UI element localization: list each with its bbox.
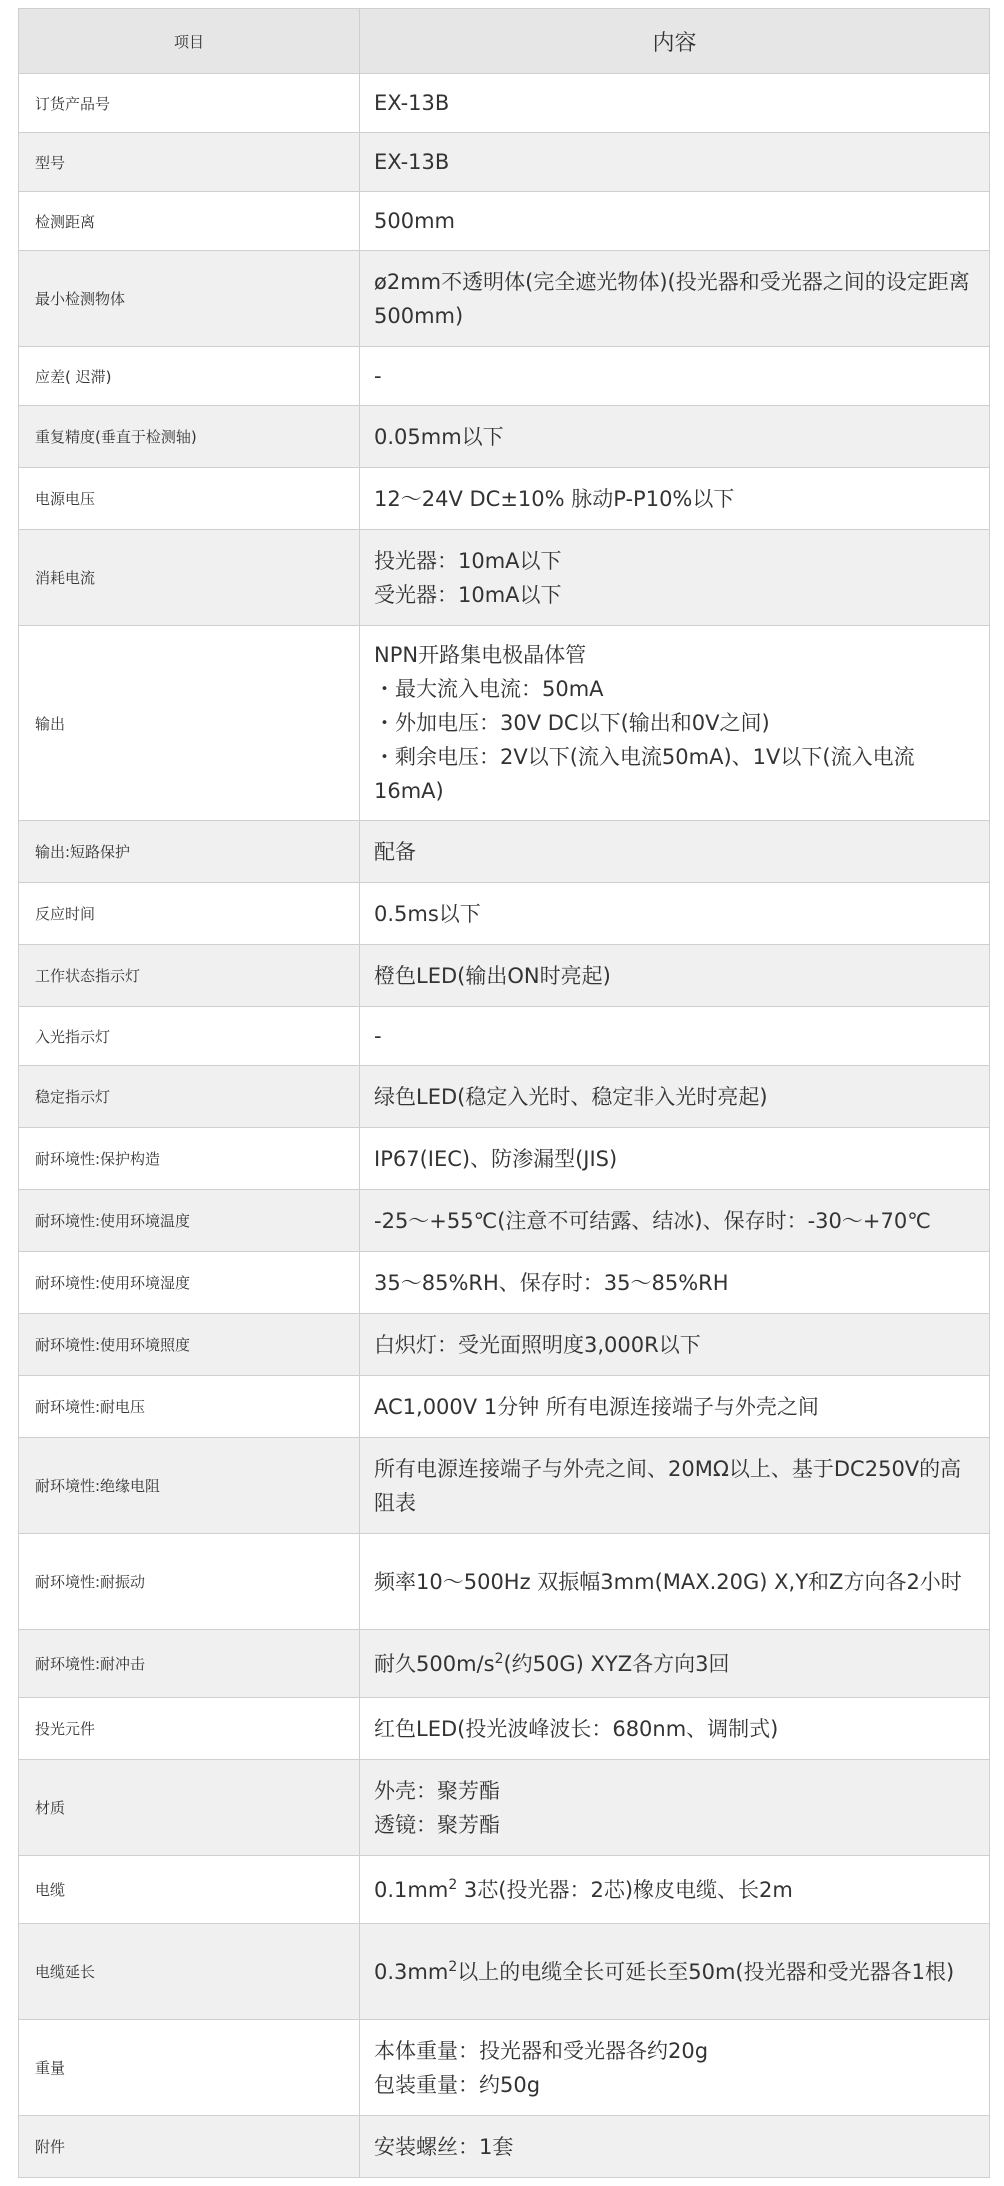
- table-row: [19, 2020, 990, 2116]
- table-row: [19, 883, 990, 945]
- superscript: 2: [494, 1650, 504, 1667]
- row-value: [360, 251, 990, 347]
- row-value: [360, 2116, 990, 2178]
- value-line: 0.05mm以下: [374, 424, 504, 449]
- table-row: [19, 347, 990, 406]
- row-label: 耐环境性:使用环境湿度: [19, 1252, 360, 1314]
- row-value: [360, 626, 990, 821]
- value-text: 3芯(投光器：2芯)橡皮电缆、长2m: [457, 1877, 793, 1902]
- value-line: 本体重量：投光器和受光器各约20g: [374, 2038, 709, 2063]
- table-row: [19, 133, 990, 192]
- value-line: -25～+55℃(注意不可结露、结冰)、保存时：-30～+70℃: [374, 1208, 931, 1233]
- row-value: [360, 1760, 990, 1856]
- header-item: 项目: [19, 9, 360, 74]
- table-row: [19, 1252, 990, 1314]
- table-row: [19, 251, 990, 347]
- row-label: 耐环境性:使用环境照度: [19, 1314, 360, 1376]
- row-label: 投光元件: [19, 1698, 360, 1760]
- value-line: 外壳：聚芳酯: [374, 1778, 500, 1803]
- value-line: NPN开路集电极晶体管: [374, 643, 587, 667]
- value-line: EX-13B: [374, 91, 450, 115]
- value-line: ø2mm不透明体(完全遮光物体)(投光器和受光器之间的设定距离500mm): [374, 269, 970, 328]
- value-text: 0.3mm: [374, 1959, 449, 1984]
- value-line: -: [374, 364, 382, 388]
- row-value: [360, 468, 990, 530]
- row-label: 耐环境性:使用环境温度: [19, 1190, 360, 1252]
- value-line: IP67(IEC)、防渗漏型(JIS): [374, 1146, 618, 1171]
- value-line: 包装重量：约50g: [374, 2072, 541, 2097]
- row-value: [360, 2020, 990, 2116]
- row-label: 附件: [19, 2116, 360, 2178]
- row-label: 耐环境性:耐电压: [19, 1376, 360, 1438]
- table-row: [19, 626, 990, 821]
- row-value: [360, 821, 990, 883]
- row-label: 型号: [19, 133, 360, 192]
- value-line: 安装螺丝：1套: [374, 2134, 514, 2159]
- row-label: 订货产品号: [19, 74, 360, 133]
- row-value: [360, 1007, 990, 1066]
- row-label: 输出: [19, 626, 360, 821]
- row-label: 反应时间: [19, 883, 360, 945]
- row-label: 重复精度(垂直于检测轴): [19, 406, 360, 468]
- table-row: [19, 530, 990, 626]
- row-value: [360, 1630, 990, 1698]
- row-label: 应差( 迟滞): [19, 347, 360, 406]
- value-line: 35～85%RH、保存时：35～85%RH: [374, 1270, 729, 1295]
- value-line: 绿色LED(稳定入光时、稳定非入光时亮起): [374, 1084, 768, 1109]
- row-label: 耐环境性:耐冲击: [19, 1630, 360, 1698]
- row-label: 输出:短路保护: [19, 821, 360, 883]
- row-value: [360, 347, 990, 406]
- value-line: -: [374, 1024, 382, 1048]
- value-line: 受光器：10mA以下: [374, 582, 562, 607]
- table-row: [19, 1007, 990, 1066]
- value-line: 所有电源连接端子与外壳之间、20MΩ以上、基于DC250V的高阻表: [374, 1456, 962, 1515]
- row-label: 稳定指示灯: [19, 1066, 360, 1128]
- row-value: [360, 133, 990, 192]
- row-label: 最小检测物体: [19, 251, 360, 347]
- row-value: [360, 74, 990, 133]
- spec-table: [18, 8, 990, 2178]
- table-row: [19, 1534, 990, 1630]
- row-value: [360, 1856, 990, 1924]
- superscript: 2: [448, 1958, 458, 1975]
- table-row: [19, 821, 990, 883]
- table-row: [19, 1066, 990, 1128]
- row-value: [360, 1252, 990, 1314]
- row-label: 耐环境性:保护构造: [19, 1128, 360, 1190]
- value-line: 频率10～500Hz 双振幅3mm(MAX.20G) X,Y和Z方向各2小时: [374, 1569, 962, 1594]
- table-row: [19, 1924, 990, 2020]
- value-line: EX-13B: [374, 150, 450, 174]
- table-row: [19, 945, 990, 1007]
- row-value: [360, 406, 990, 468]
- row-value: [360, 1698, 990, 1760]
- table-row: [19, 1698, 990, 1760]
- row-value: [360, 1924, 990, 2020]
- row-value: [360, 1438, 990, 1534]
- table-row: [19, 1314, 990, 1376]
- value-line: 红色LED(投光波峰波长：680nm、调制式): [374, 1716, 779, 1741]
- superscript: 2: [448, 1876, 458, 1893]
- value-line: 白炽灯：受光面照明度3,000R以下: [374, 1332, 701, 1357]
- table-row: [19, 1760, 990, 1856]
- row-value: [360, 883, 990, 945]
- table-header: [19, 9, 990, 74]
- table-row: [19, 1128, 990, 1190]
- value-text: 以上的电缆全长可延长至50m(投光器和受光器各1根): [457, 1959, 955, 1984]
- table-row: [19, 2116, 990, 2178]
- value-text: 耐久500m/s: [374, 1651, 495, 1676]
- value-line: ・剩余电压：2V以下(流入电流50mA)、1V以下(流入电流16mA): [374, 745, 915, 803]
- value-line: 投光器：10mA以下: [374, 548, 562, 573]
- row-label: 消耗电流: [19, 530, 360, 626]
- row-value: [360, 1190, 990, 1252]
- row-value: [360, 1314, 990, 1376]
- row-label: 耐环境性:绝缘电阻: [19, 1438, 360, 1534]
- value-line: 12～24V DC±10% 脉动P-P10%以下: [374, 486, 735, 511]
- value-line: 透镜：聚芳酯: [374, 1812, 500, 1837]
- row-value: [360, 1128, 990, 1190]
- row-value: [360, 530, 990, 626]
- row-value: [360, 1534, 990, 1630]
- row-label: 电缆: [19, 1856, 360, 1924]
- value-text: (约50G) XYZ各方向3回: [503, 1651, 730, 1676]
- table-row: [19, 74, 990, 133]
- row-label: 检测距离: [19, 192, 360, 251]
- value-text: 0.1mm: [374, 1877, 449, 1902]
- value-line: AC1,000V 1分钟 所有电源连接端子与外壳之间: [374, 1394, 819, 1419]
- value-line: 0.5ms以下: [374, 901, 481, 926]
- row-label: 电源电压: [19, 468, 360, 530]
- table-row: [19, 192, 990, 251]
- table-row: [19, 1438, 990, 1534]
- value-line: 配备: [374, 839, 416, 864]
- row-value: [360, 1376, 990, 1438]
- table-row: [19, 1856, 990, 1924]
- value-line: 橙色LED(输出ON时亮起): [374, 963, 611, 988]
- row-label: 材质: [19, 1760, 360, 1856]
- value-line: 500mm: [374, 209, 455, 233]
- value-line: ・外加电压：30V DC以下(输出和0V之间): [374, 711, 770, 735]
- row-label: 入光指示灯: [19, 1007, 360, 1066]
- row-label: 耐环境性:耐振动: [19, 1534, 360, 1630]
- row-value: [360, 192, 990, 251]
- table-row: [19, 406, 990, 468]
- row-label: 工作状态指示灯: [19, 945, 360, 1007]
- table-body: [19, 74, 990, 2178]
- table-row: [19, 1190, 990, 1252]
- table-row: [19, 468, 990, 530]
- row-label: 重量: [19, 2020, 360, 2116]
- table-row: [19, 1630, 990, 1698]
- row-value: [360, 945, 990, 1007]
- header-content: 内容: [360, 9, 990, 74]
- row-label: 电缆延长: [19, 1924, 360, 2020]
- row-value: [360, 1066, 990, 1128]
- table-row: [19, 1376, 990, 1438]
- value-line: ・最大流入电流：50mA: [374, 677, 604, 701]
